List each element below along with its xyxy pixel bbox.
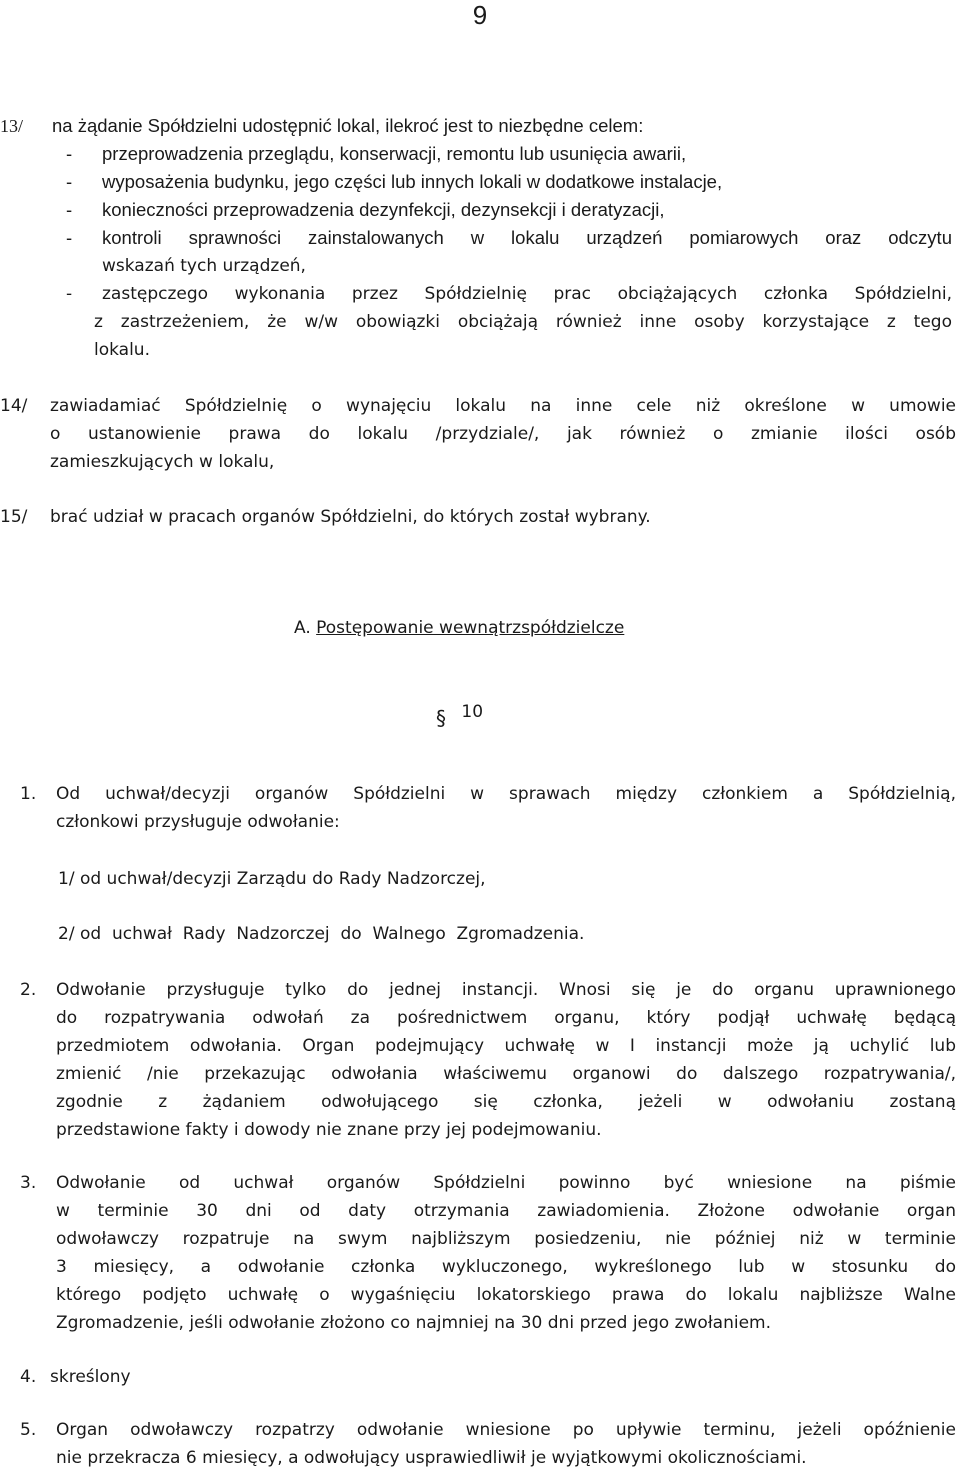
paragraph-sign: § (436, 706, 446, 730)
point-14-line-1: zawiadamiać Spółdzielnię o wynajęciu lokalu na inne cele niż określone w umowie (50, 396, 956, 416)
item-5-line-3 (66, 336, 952, 364)
clause-1-sub-2-text: 2/ od uchwał Rady Nadzorczej do Walnego Zgromadzenia. (58, 924, 585, 944)
clause-2-line-4: zmienić /nie przekazując odwołania właściwemu organowi do dalszego rozpatrywania/, (56, 1064, 956, 1084)
clause-3-body (56, 1169, 956, 1337)
clause-3-label: 3. (20, 1173, 37, 1193)
clause-5-label: 5. (20, 1420, 37, 1440)
point-13-item-2 (52, 168, 952, 196)
clause-2-line-3: przedmiotem odwołania. Organ podejmujący uchwałę w I instancji może ją uchylić lub (56, 1036, 956, 1056)
point-13-label: 13/ (0, 116, 24, 136)
point-13-intro: na żądanie Spółdzielni udostępnić lokal, ilekroć jest to niezbędne celem: (52, 115, 644, 136)
clause-1-sub-1 (58, 865, 486, 893)
item-5-line-1 (66, 280, 952, 308)
item-text: zastępczego wykonania przez Spółdzielnię prac obciążających członka Spółdzielni, (102, 284, 952, 304)
point-13-item-4-cont: wskazań tych urządzeń, (102, 256, 306, 276)
point-15-label: 15/ (0, 507, 28, 527)
point-14-line-3: zamieszkujących w lokalu, (50, 452, 275, 472)
section-title: Postępowanie wewnątrzspółdzielcze (316, 618, 625, 638)
point-13-body (52, 112, 952, 252)
clause-4-text: skreślony (50, 1367, 131, 1387)
dash: - (66, 199, 73, 220)
clause-3-line-6: Zgromadzenie, jeśli odwołanie złożono co najmniej na 30 dni przed jego zwołaniem. (56, 1313, 771, 1333)
clause-3-line-5: którego podjęto uchwałę o wygaśnięciu lokatorskiego prawa do lokalu najbliższe Walne (56, 1285, 956, 1305)
clause-2-label: 2. (20, 980, 37, 1000)
item-text: lokalu. (94, 340, 150, 360)
page-number: 9 (472, 0, 488, 30)
point-14-body (50, 392, 956, 476)
item-text: kontroli sprawności zainstalowanych w lokalu urządzeń pomiarowych oraz odczytu (102, 227, 952, 248)
point-15-line-1: brać udział w pracach organów Spółdzielni, do których został wybrany. (50, 507, 651, 527)
dash: - (66, 227, 73, 248)
clause-2-line-5: zgodnie z żądaniem odwołującego się członka, jeżeli w odwołaniu zostaną (56, 1092, 956, 1112)
point-13-body-2 (102, 252, 952, 280)
clause-4-body (50, 1363, 131, 1391)
clause-1-label: 1. (20, 784, 37, 804)
point-13-item-3 (52, 196, 952, 224)
clause-2-line-2: do rozpatrywania odwołań za pośrednictwem organu, który podjął uchwałę będącą (56, 1008, 956, 1028)
point-13-item-4 (52, 224, 952, 252)
clause-3-line-1: Odwołanie od uchwał organów Spółdzielni powinno być wniesione na piśmie (56, 1173, 956, 1193)
item-5-line-2 (66, 308, 952, 336)
clause-1-body (56, 780, 956, 836)
item-text: z zastrzeżeniem, że w/w obowiązki obciążają również inne osoby korzystające z tego (94, 312, 952, 332)
clause-5-line-2: nie przekracza 6 miesięcy, a odwołujący usprawiedliwił je wyjątkowymi okolicznościami. (56, 1448, 807, 1468)
clause-3-line-2: w terminie 30 dni od daty otrzymania zawiadomienia. Złożone odwołanie organ (56, 1201, 956, 1221)
item-text: wyposażenia budynku, jego części lub innych lokali w dodatkowe instalacje, (102, 171, 723, 192)
clause-1-sub-1-text: 1/ od uchwał/decyzji Zarządu do Rady Nadzorczej, (58, 869, 486, 889)
paragraph-number: 10 (461, 702, 484, 722)
dash: - (66, 143, 73, 164)
clause-2-body (56, 976, 956, 1144)
section-heading (294, 614, 624, 642)
clause-5-line-1: Organ odwoławczy rozpatrzy odwołanie wniesione po upływie terminu, jeżeli opóźnienie (56, 1420, 956, 1440)
clause-2-line-1: Odwołanie przysługuje tylko do jednej instancji. Wnosi się je do organu uprawnionego (56, 980, 956, 1000)
clause-1-line-2: członkowi przysługuje odwołanie: (56, 812, 340, 832)
paragraph-marker (436, 696, 484, 730)
section-letter: A. (294, 618, 311, 638)
clause-3-line-3: odwoławczy rozpatruje na swym najbliższym posiedzeniu, nie później niż w terminie (56, 1229, 956, 1249)
point-14-label: 14/ (0, 396, 28, 416)
clause-5-body (56, 1416, 956, 1472)
clause-1-sub-2 (58, 920, 584, 948)
dash: - (66, 284, 73, 304)
dash: - (66, 171, 73, 192)
clause-1-line-1: Od uchwał/decyzji organów Spółdzielni w sprawach między członkiem a Spółdzielnią, (56, 784, 956, 804)
clause-3-line-4: 3 miesięcy, a odwołanie członka wykluczonego, wykreślonego lub w stosunku do (56, 1257, 956, 1277)
item-text: przeprowadzenia przeglądu, konserwacji, remontu lub usunięcia awarii, (102, 143, 687, 164)
point-13-item-5 (66, 280, 952, 364)
clause-4-label: 4. (20, 1367, 37, 1387)
item-text: konieczności przeprowadzenia dezynfekcji, dezynsekcji i deratyzacji, (102, 199, 665, 220)
clause-2-line-6: przedstawione fakty i dowody nie znane przy jej podejmowaniu. (56, 1120, 602, 1140)
point-13-item-1 (52, 140, 952, 168)
point-14-line-2: o ustanowienie prawa do lokalu /przydziale/, jak również o zmianie ilości osób (50, 424, 956, 444)
point-15-body (50, 503, 956, 531)
